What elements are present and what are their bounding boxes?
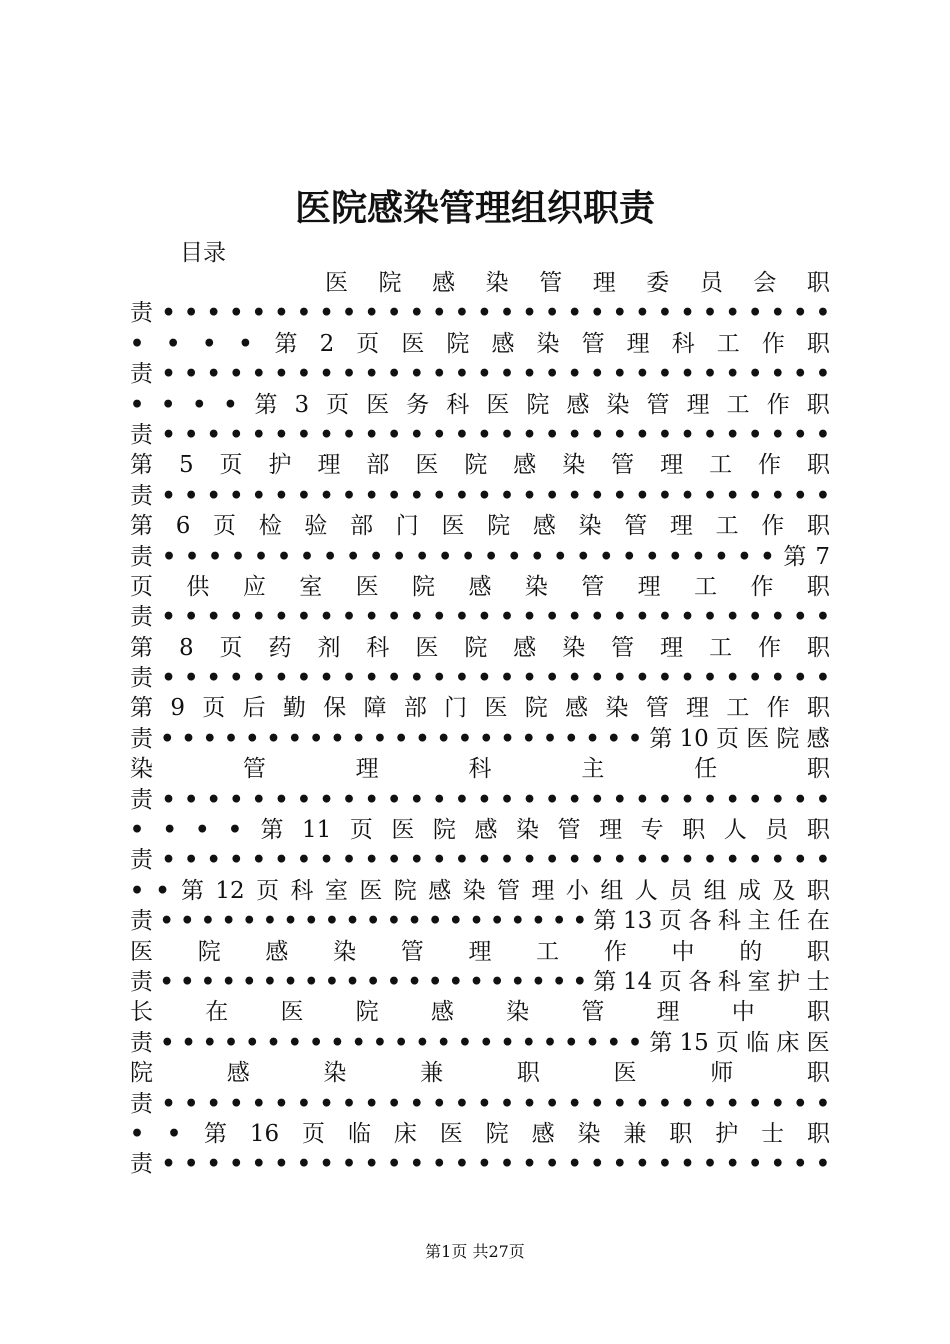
toc-line: • • • • 第 3 页 医 务 科 医 院 感 染 管 理 工 作 职	[130, 391, 830, 418]
toc-line: 责 • • • • • • • • • • • • • • • • • • • • • • • • • • • • • •	[130, 786, 830, 813]
document-title: 医院感染管理组织职责	[294, 188, 655, 229]
toc-line: • • 第 16 页 临 床 医 院 感 染 兼 职 护 士 职	[130, 1120, 830, 1147]
toc-line: 院 感 染 兼 职 医 师 职	[130, 1060, 830, 1087]
toc-line: 责 • • • • • • • • • • • • • • • • • • • • • 第 13 页 各 科 主 任 在	[130, 908, 830, 935]
toc-line: 责 • • • • • • • • • • • • • • • • • • • • • • • 第 15 页 临 床 医	[130, 1029, 830, 1056]
toc-line: • • 第 12 页 科 室 医 院 感 染 管 理 小 组 人 员 组 成 及 职	[130, 877, 830, 904]
toc-heading: 目录	[180, 240, 226, 266]
toc-line: 责 • • • • • • • • • • • • • • • • • • • • • • • • • • • • • •	[130, 482, 830, 509]
toc-line: 责 • • • • • • • • • • • • • • • • • • • • • • • 第 10 页 医 院 感	[130, 725, 830, 752]
toc-line: 责 • • • • • • • • • • • • • • • • • • • • • • • • • • • • • •	[130, 300, 830, 327]
toc-line: 责 • • • • • • • • • • • • • • • • • • • • • • • • • • • • • •	[130, 665, 830, 692]
toc-line: 染 管 理 科 主 任 职	[130, 756, 830, 783]
toc-line: 责 • • • • • • • • • • • • • • • • • • • • • • • • • • • • • •	[130, 847, 830, 874]
toc-line: 责 • • • • • • • • • • • • • • • • • • • • • • • • • • • • • •	[130, 421, 830, 448]
table-of-contents	[130, 268, 830, 1180]
toc-line: 第 6 页 检 验 部 门 医 院 感 染 管 理 工 作 职	[130, 513, 830, 540]
toc-line: 责 • • • • • • • • • • • • • • • • • • • • • • • • • • • 第 7	[130, 543, 830, 570]
toc-line: • • • • 第 2 页 医 院 感 染 管 理 科 工 作 职	[130, 330, 830, 357]
toc-line: • • • • 第 11 页 医 院 感 染 管 理 专 职 人 员 职	[130, 817, 830, 844]
toc-line: 责 • • • • • • • • • • • • • • • • • • • • • • • • • • • • • •	[130, 1151, 830, 1178]
toc-line: 第 8 页 药 剂 科 医 院 感 染 管 理 工 作 职	[130, 634, 830, 661]
toc-line: 第 5 页 护 理 部 医 院 感 染 管 理 工 作 职	[130, 452, 830, 479]
toc-line: 第 9 页 后 勤 保 障 部 门 医 院 感 染 管 理 工 作 职	[130, 695, 830, 722]
toc-line: 长 在 医 院 感 染 管 理 中 职	[130, 999, 830, 1026]
toc-line: 责 • • • • • • • • • • • • • • • • • • • • • • • • • • • • • •	[130, 604, 830, 631]
toc-line: 责 • • • • • • • • • • • • • • • • • • • • • 第 14 页 各 科 室 护 士	[130, 968, 830, 995]
toc-line: 医 院 感 染 管 理 工 作 中 的 职	[130, 938, 830, 965]
toc-line: 责 • • • • • • • • • • • • • • • • • • • • • • • • • • • • • •	[130, 361, 830, 388]
toc-line: 页 供 应 室 医 院 感 染 管 理 工 作 职	[130, 573, 830, 600]
toc-line: 医 院 感 染 管 理 委 员 会 职	[325, 270, 830, 296]
toc-line: 责 • • • • • • • • • • • • • • • • • • • • • • • • • • • • • •	[130, 1090, 830, 1117]
page-footer: 第1页 共27页	[425, 1242, 525, 1261]
